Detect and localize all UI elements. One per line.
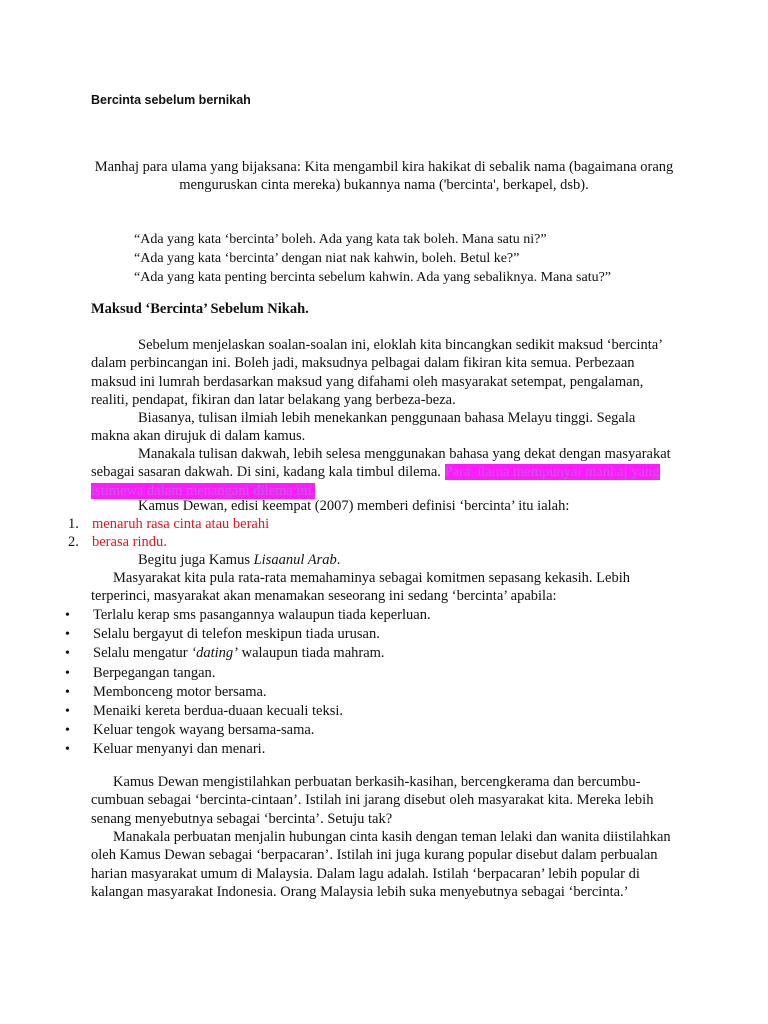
bullet-icon: •	[65, 608, 70, 623]
paragraph-5	[91, 551, 676, 569]
list-item-text: Keluar menyanyi dan menari.	[93, 741, 266, 758]
paragraph-4: Kamus Dewan, edisi keempat (2007) memberi definisi ‘bercinta’ itu ialah:	[138, 498, 570, 514]
definition-item	[68, 533, 269, 551]
list-item-text-start: Selalu mengatur	[93, 645, 192, 662]
list-item-text: Menaiki kereta berdua-duaan kecuali teksi.	[93, 703, 344, 720]
list-item	[65, 683, 431, 702]
paragraph-2: Biasanya, tulisan ilmiah lebih menekankan penggunaan bahasa Melayu tinggi. Segala makna akan dirujuk di dalam kamus.	[91, 410, 636, 445]
paragraph-6: Masyarakat kita pula rata-rata memahaminya sebagai komitmen sepasang kekasih. Lebih terperinci, masyarakat akan menamakan seseorang ini sedang ‘bercinta’ apabila:	[91, 570, 630, 605]
bullet-icon: •	[65, 742, 70, 758]
list-item-italic: ‘dating’	[191, 645, 238, 662]
bullet-list	[65, 606, 431, 760]
section-heading: Maksud ‘Bercinta’ Sebelum Nikah.	[91, 301, 309, 317]
bullet-icon: •	[65, 627, 70, 643]
quote-list	[134, 230, 611, 287]
definition-text: menaruh rasa cinta atau berahi	[92, 516, 270, 532]
quote-item: “Ada yang kata penting bercinta sebelum kahwin. Ada yang sebaliknya. Mana satu?”	[134, 270, 612, 285]
list-item-text: Selalu bergayut di telefon meskipun tiada urusan.	[93, 626, 380, 643]
list-item-text-end: walaupun tiada mahram.	[237, 645, 385, 662]
paragraph-5-end: .	[336, 552, 341, 568]
bullet-icon: •	[65, 665, 70, 681]
document-title: Bercinta sebelum bernikah	[91, 93, 251, 107]
list-item	[65, 644, 431, 663]
definition-item	[68, 515, 269, 533]
definition-list	[68, 515, 269, 552]
list-item	[65, 606, 431, 625]
list-item-text: Berpegangan tangan.	[93, 664, 216, 681]
paragraph-5-text: Begitu juga Kamus	[138, 552, 254, 568]
list-item-text: Membonceng motor bersama.	[93, 683, 267, 700]
list-item-text	[93, 644, 385, 663]
highlighted-text: Para ulama mempunyai manhaj yang istimewa dalam menangani dilema ini.	[91, 464, 660, 499]
paragraph-7: Kamus Dewan mengistilahkan perbuatan berkasih-kasihan, bercengkerama dan bercumbu-cumbuan sebagai ‘bercinta-cintaan’. Istilah ini jarang disebut oleh masyarakat kita. Mereka lebih senang menyebutnya sebagai ‘bercinta’. Setuju tak?	[91, 774, 654, 827]
definition-number: 2.	[68, 534, 79, 551]
quote-item: “Ada yang kata ‘bercinta’ boleh. Ada yang kata tak boleh. Mana satu ni?”	[134, 232, 547, 247]
list-item-text: Terlalu kerap sms pasangannya walaupun tiada keperluan.	[93, 607, 431, 623]
list-item	[65, 625, 431, 644]
list-item	[65, 664, 431, 683]
list-item	[65, 702, 431, 721]
paragraph-1: Sebelum menjelaskan soalan-soalan ini, eloklah kita bincangkan sedikit maksud ‘bercinta’ dalam perbincangan ini. Boleh jadi, maksudnya pelbagai dalam fikiran kita semua. Perbezaan maksud ini lumrah berdasarkan maksud yang difahami oleh masyarakat setempat, pengalaman, realiti, pendapat, fikiran dan latar belakang yang berbeza-beza.	[91, 337, 662, 409]
bullet-icon: •	[65, 684, 70, 700]
paragraph-3	[91, 445, 676, 500]
paragraph-8: Manakala perbuatan menjalin hubungan cinta kasih dengan teman lelaki dan wanita diistilahkan oleh Kamus Dewan sebagai ‘berpacaran’. Istilah ini juga kurang popular disebut dalam perbualan harian masyarakat umum di Malaysia. Dalam lagu adalah. Istilah ‘berpacaran’ lebih popular di kalangan masyarakat Indonesia. Orang Malaysia lebih suka menyebutnya sebagai ‘bercinta.’	[91, 829, 671, 901]
definition-number: 1.	[68, 516, 79, 532]
paragraph-3-text: Manakala tulisan dakwah, lebih selesa menggunakan bahasa yang dekat dengan masyarakat sebagai sasaran dakwah. Di sini, kadang kala timbul dilema.	[91, 446, 671, 481]
list-item	[65, 721, 431, 740]
definition-text: berasa rindu.	[92, 534, 167, 551]
intro-paragraph: Manhaj para ulama yang bijaksana: Kita mengambil kira hakikat di sebalik nama (bagaimana orang menguruskan cinta mereka) bukannya nama ('bercinta', berkapel, dsb).	[94, 159, 674, 193]
bullet-icon: •	[65, 723, 70, 739]
list-item-text: Keluar tengok wayang bersama-sama.	[93, 722, 315, 739]
book-title: Lisaanul Arab	[253, 552, 337, 568]
quote-item: “Ada yang kata ‘bercinta’ dengan niat nak kahwin, boleh. Betul ke?”	[134, 251, 520, 266]
bullet-icon: •	[65, 704, 70, 720]
list-item	[65, 740, 431, 759]
bullet-icon: •	[65, 646, 70, 662]
